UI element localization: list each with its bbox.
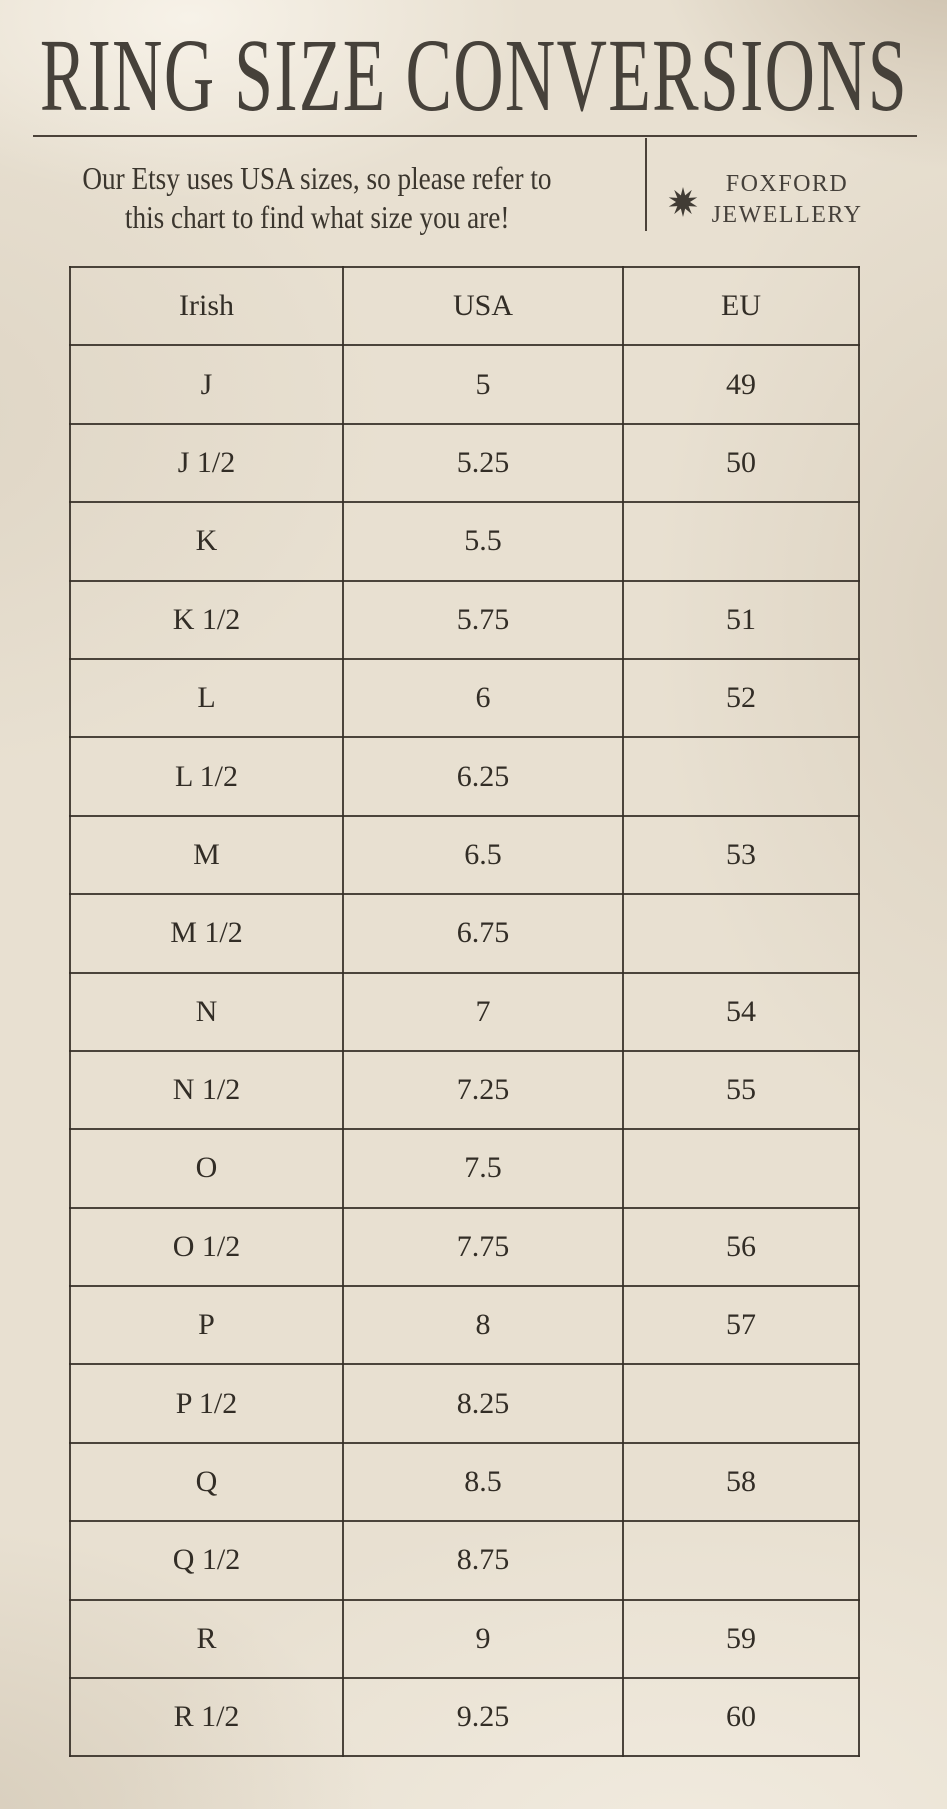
irish-cell: L <box>70 659 343 737</box>
eu-cell <box>623 1521 859 1599</box>
irish-cell: J 1/2 <box>70 424 343 502</box>
page-title <box>0 18 947 133</box>
irish-cell: M 1/2 <box>70 894 343 972</box>
intro-line-2: this chart to find what size you are! <box>124 199 510 235</box>
eu-cell: 49 <box>623 345 859 423</box>
irish-cell: R 1/2 <box>70 1678 343 1756</box>
usa-cell: 5.75 <box>343 581 623 659</box>
brand-name-line-1: FOXFORD <box>725 171 849 197</box>
eu-cell <box>623 894 859 972</box>
brand-lockup <box>707 169 867 231</box>
table-row <box>70 345 859 423</box>
table-row <box>70 581 859 659</box>
table-row <box>70 1364 859 1442</box>
eu-cell: 51 <box>623 581 859 659</box>
usa-cell: 8.25 <box>343 1364 623 1442</box>
table-body <box>70 345 859 1756</box>
irish-cell: O <box>70 1129 343 1207</box>
table-row <box>70 973 859 1051</box>
table-header-row <box>70 267 859 345</box>
table-row <box>70 1286 859 1364</box>
irish-cell: O 1/2 <box>70 1208 343 1286</box>
eu-cell <box>623 737 859 815</box>
usa-cell: 5 <box>343 345 623 423</box>
usa-cell: 7.75 <box>343 1208 623 1286</box>
column-header-eu: EU <box>623 267 859 345</box>
eu-cell: 54 <box>623 973 859 1051</box>
usa-cell: 5.5 <box>343 502 623 580</box>
usa-cell: 7.5 <box>343 1129 623 1207</box>
column-header-usa: USA <box>343 267 623 345</box>
page-title-text: RING SIZE CONVERSIONS <box>39 18 908 133</box>
usa-cell: 7.25 <box>343 1051 623 1129</box>
usa-cell: 6.5 <box>343 816 623 894</box>
table-row <box>70 1678 859 1756</box>
usa-cell: 7 <box>343 973 623 1051</box>
irish-cell: P <box>70 1286 343 1364</box>
eu-cell: 53 <box>623 816 859 894</box>
table-row <box>70 737 859 815</box>
irish-cell: K <box>70 502 343 580</box>
eu-cell: 60 <box>623 1678 859 1756</box>
header-vertical-divider <box>645 138 647 231</box>
eu-cell: 55 <box>623 1051 859 1129</box>
size-conversion-table <box>69 266 860 1757</box>
table-row <box>70 816 859 894</box>
usa-cell: 6 <box>343 659 623 737</box>
irish-cell: P 1/2 <box>70 1364 343 1442</box>
intro-line-2-wrap <box>33 198 601 237</box>
table-row <box>70 502 859 580</box>
usa-cell: 5.25 <box>343 424 623 502</box>
table-row <box>70 1208 859 1286</box>
table-row <box>70 1129 859 1207</box>
table-row <box>70 1443 859 1521</box>
eu-cell: 58 <box>623 1443 859 1521</box>
irish-cell: J <box>70 345 343 423</box>
irish-cell: M <box>70 816 343 894</box>
usa-cell: 9 <box>343 1600 623 1678</box>
usa-cell: 6.25 <box>343 737 623 815</box>
intro-line-1: Our Etsy uses USA sizes, so please refer to <box>82 160 552 196</box>
eu-cell: 52 <box>623 659 859 737</box>
usa-cell: 8.5 <box>343 1443 623 1521</box>
eu-cell: 59 <box>623 1600 859 1678</box>
usa-cell: 8.75 <box>343 1521 623 1599</box>
usa-cell: 6.75 <box>343 894 623 972</box>
table-row <box>70 894 859 972</box>
irish-cell: K 1/2 <box>70 581 343 659</box>
table-row <box>70 1521 859 1599</box>
eu-cell <box>623 1364 859 1442</box>
usa-cell: 8 <box>343 1286 623 1364</box>
usa-cell: 9.25 <box>343 1678 623 1756</box>
eu-cell <box>623 1129 859 1207</box>
intro-text <box>33 159 601 237</box>
table-row <box>70 1051 859 1129</box>
irish-cell: Q 1/2 <box>70 1521 343 1599</box>
eu-cell: 50 <box>623 424 859 502</box>
irish-cell: L 1/2 <box>70 737 343 815</box>
irish-cell: R <box>70 1600 343 1678</box>
starburst-icon <box>668 187 698 217</box>
intro-line-1-wrap <box>33 159 601 198</box>
eu-cell <box>623 502 859 580</box>
brand-name-line-2: JEWELLERY <box>711 202 863 228</box>
irish-cell: N <box>70 973 343 1051</box>
irish-cell: N 1/2 <box>70 1051 343 1129</box>
header-rule <box>33 135 917 137</box>
eu-cell: 56 <box>623 1208 859 1286</box>
column-header-irish: Irish <box>70 267 343 345</box>
irish-cell: Q <box>70 1443 343 1521</box>
eu-cell: 57 <box>623 1286 859 1364</box>
table-row <box>70 1600 859 1678</box>
table-row <box>70 424 859 502</box>
table-row <box>70 659 859 737</box>
